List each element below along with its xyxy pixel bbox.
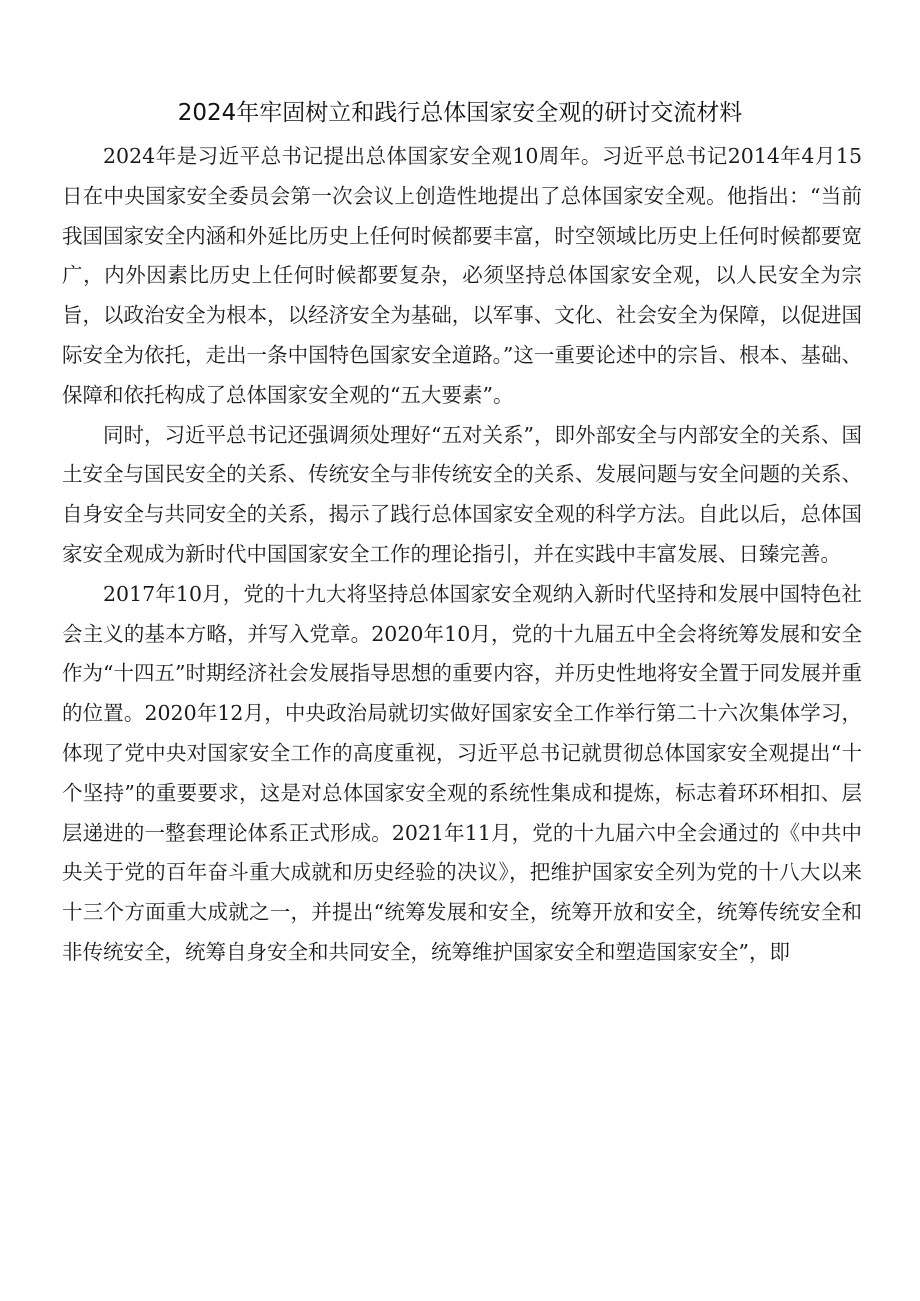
paragraph-1: 2024年是习近平总书记提出总体国家安全观10周年。习近平总书记2014年4月15日在中央国家安全委员会第一次会议上创造性地提出了总体国家安全观。他指出：“当前我国国家安全内涵和外延比历史上任何时候都要丰富，时空领域比历史上任何时候都要宽广，内外因素比历史上任何时候都要复杂，必须坚持总体国家安全观，以人民安全为宗旨，以政治安全为根本，以经济安全为基础，以军事、文化、社会安全为保障，以促进国际安全为依托，走出一条中国特色国家安全道路。”这一重要论述中的宗旨、根本、基础、保障和依托构成了总体国家安全观的“五大要素”。 [62,144,862,407]
document-body [62,137,862,973]
document-title: 2024年牢固树立和践行总体国家安全观的研讨交流材料 [177,100,743,126]
paragraph-3: 2017年10月，党的十九大将坚持总体国家安全观纳入新时代坚持和发展中国特色社会主义的基本方略，并写入党章。2020年10月，党的十九届五中全会将统筹发展和安全作为“十四五”时期经济社会发展指导思想的重要内容，并历史性地将安全置于同发展并重的位置。2020年12月，中央政治局就切实做好国家安全工作举行第二十六次集体学习，体现了党中央对国家安全工作的高度重视，习近平总书记就贯彻总体国家安全观提出“十个坚持”的重要要求，这是对总体国家安全观的系统性集成和提炼，标志着环环相扣、层层递进的一整套理论体系正式形成。2021年11月，党的十九届六中全会通过的《中共中央关于党的百年奋斗重大成就和历史经验的决议》，把维护国家安全列为党的十八大以来十三个方面重大成就之一，并提出“统筹发展和安全，统筹开放和安全，统筹传统安全和非传统安全，统筹自身安全和共同安全，统筹维护国家安全和塑造国家安全”，即 [62,581,862,964]
paragraph-2: 同时，习近平总书记还强调须处理好“五对关系”，即外部安全与内部安全的关系、国土安全与国民安全的关系、传统安全与非传统安全的关系、发展问题与安全问题的关系、自身安全与共同安全的关系，揭示了践行总体国家安全观的科学方法。自此以后，总体国家安全观成为新时代中国国家安全工作的理论指引，并在实践中丰富发展、日臻完善。 [62,422,862,566]
